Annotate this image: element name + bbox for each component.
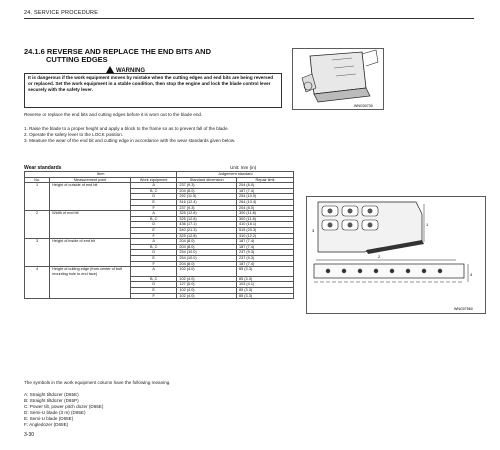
cell-standard: 540 (21.3) xyxy=(177,227,237,233)
cell-equipment: E xyxy=(131,287,177,293)
section-title-line1: 24.1.6 REVERSE AND REPLACE THE END BITS AND xyxy=(24,47,211,56)
cell-repair: 300 (11.8) xyxy=(237,216,294,222)
header-repair: Repair limit xyxy=(237,177,294,183)
cell-equipment: E xyxy=(131,255,177,261)
legend-item: F: Angledozer (D65E) xyxy=(24,422,69,427)
cell-repair: 187 (7.4) xyxy=(237,188,294,194)
blade-illustration xyxy=(292,48,384,110)
legend-item: B: Straight tiltdozer (D65P) xyxy=(24,398,79,403)
cell-repair: 85 (3.3) xyxy=(237,267,294,277)
warning-label: WARNING xyxy=(116,68,145,74)
header-item: Item xyxy=(25,172,177,178)
cell-repair: 515 (20.3) xyxy=(237,227,294,233)
cell-no: 2 xyxy=(25,211,50,217)
cell-standard: 316 (12.4) xyxy=(177,199,237,205)
cell-standard: 237 (9.3) xyxy=(177,205,237,211)
cell-equipment: A xyxy=(131,267,177,277)
wear-standards-title: Wear standards xyxy=(24,165,62,171)
cell-equipment: D xyxy=(131,282,177,288)
header-standard: Standard dimension xyxy=(177,177,237,183)
cell-standard: 325 (12.8) xyxy=(177,216,237,222)
section-title-line2: CUTTING EDGES xyxy=(46,55,108,64)
cell-equipment: B, C xyxy=(131,244,177,250)
step-item: 3. Measure the wear of the end bit and cutting edge in accordance with the wear standards given below. xyxy=(24,138,236,144)
cell-standard: 436 (17.1) xyxy=(177,222,237,228)
cell-repair: 85 (3.3) xyxy=(237,293,294,299)
cell-repair: 410 (16.1) xyxy=(237,222,294,228)
cell-point xyxy=(50,293,131,299)
label-1: 1 xyxy=(426,222,429,227)
section-title xyxy=(24,48,254,64)
label-4: 4 xyxy=(470,272,473,277)
header-judgement: Judgement standard xyxy=(177,172,294,178)
cell-repair: 237 (9.3) xyxy=(237,255,294,261)
cell-equipment: D xyxy=(131,194,177,200)
cell-standard: 102 (4.0) xyxy=(177,276,237,282)
running-header: 24. SERVICE PROCEDURE xyxy=(24,10,99,16)
cell-equipment: A xyxy=(131,239,177,245)
cell-repair: 204 (8.0) xyxy=(237,183,294,189)
cell-repair: 264 (10.4) xyxy=(237,199,294,205)
unit-label: Unit: mm (in) xyxy=(230,165,257,170)
cell-equipment: B, C xyxy=(131,276,177,282)
legend-item: C: Power tilt, power pitch dozer (D65E) xyxy=(24,404,104,409)
cell-standard: 102 (4.0) xyxy=(177,293,237,299)
cell-standard: 102 (4.0) xyxy=(177,287,237,293)
warning-text: It is dangerous if the work equipment moves by mistake when the cutting edges and end bits are being reversed or replaced. Set the work equipment in a stable condition, then stop the engine and lock the blade control lever securely with the safety lever. xyxy=(28,75,274,93)
legend-item: E: Semi-U blade (D65E) xyxy=(24,416,74,421)
header-rule xyxy=(24,18,474,19)
cell-standard: 254 (10.0) xyxy=(177,255,237,261)
cell-equipment: F xyxy=(131,261,177,267)
cell-equipment: D xyxy=(131,222,177,228)
cell-equipment: B, C xyxy=(131,216,177,222)
cell-no: 3 xyxy=(25,239,50,245)
table-body xyxy=(25,183,294,299)
legend-item: D: Semi-U blade (3 m) (D65E) xyxy=(24,410,86,415)
cell-standard: 325 (12.8) xyxy=(177,211,237,217)
cell-equipment: E xyxy=(131,199,177,205)
cell-standard: 204 (8.0) xyxy=(177,239,237,245)
cell-equipment: B, C xyxy=(131,188,177,194)
cell-equipment: F xyxy=(131,205,177,211)
cell-equipment: F xyxy=(131,233,177,239)
page-number: 3-30 xyxy=(24,432,35,438)
cell-no: 4 xyxy=(25,267,50,277)
cell-equipment: F xyxy=(131,293,177,299)
table-row xyxy=(25,267,294,277)
end-bit-illustration xyxy=(306,196,486,314)
figure2-id: WNG07560 xyxy=(454,307,473,311)
label-2: 2 xyxy=(378,254,381,259)
cell-repair: 187 (7.4) xyxy=(237,244,294,250)
cell-standard: 102 (4.0) xyxy=(177,267,237,277)
intro-paragraph: Reverse or replace the end bits and cutting edges before it is worn out to the blade end. xyxy=(24,112,203,117)
cell-repair: 254 (10.0) xyxy=(237,194,294,200)
step-item: 2. Operate the safety lever to the LOCK position. xyxy=(24,132,124,138)
cell-standard: 204 (8.0) xyxy=(177,188,237,194)
cell-equipment: A xyxy=(131,211,177,217)
legend-item: A: Straight tiltdozer (D65E) xyxy=(24,392,79,397)
step-list xyxy=(24,126,264,145)
cell-repair: 103 (4.1) xyxy=(237,282,294,288)
cell-standard: 127 (5.0) xyxy=(177,282,237,288)
figure1-id: WNG00730 xyxy=(354,104,373,108)
symbols-explanation: The symbols in the work equipment column have the following meaning. xyxy=(24,380,171,385)
label-3: 3 xyxy=(312,228,315,233)
cell-repair: 300 (11.8) xyxy=(237,211,294,217)
table-row xyxy=(25,293,294,299)
cell-point: Height of outside of end bit xyxy=(50,183,131,189)
cell-standard: 204 (8.0) xyxy=(177,244,237,250)
cell-repair: 85 (3.3) xyxy=(237,276,294,282)
cell-equipment: A xyxy=(131,183,177,189)
cell-no: 1 xyxy=(25,183,50,189)
cell-repair: 85 (3.3) xyxy=(237,287,294,293)
cell-point: Width of end bit xyxy=(50,211,131,217)
warning-triangle-icon xyxy=(106,66,114,73)
header-point: Measurement point xyxy=(50,177,131,183)
cell-repair: 187 (7.4) xyxy=(237,239,294,245)
cell-point: Height of inside of end bit xyxy=(50,239,131,245)
cell-standard: 254 (10.0) xyxy=(177,250,237,256)
cell-repair: 187 (7.4) xyxy=(237,261,294,267)
step-item: 1. Raise the blade to a proper height and apply a block to the frame so as to prevent fall of the blade. xyxy=(24,126,229,131)
cell-standard: 204 (8.0) xyxy=(177,261,237,267)
wear-standards-table xyxy=(24,171,294,299)
cell-standard: 237 (9.3) xyxy=(177,183,237,189)
cell-equipment: D xyxy=(131,250,177,256)
cell-standard: 325 (12.8) xyxy=(177,233,237,239)
cell-repair: 310 (12.2) xyxy=(237,233,294,239)
cell-standard: 292 (11.5) xyxy=(177,194,237,200)
cell-no xyxy=(25,293,50,299)
cell-repair: 237 (9.3) xyxy=(237,250,294,256)
cell-equipment: E xyxy=(131,227,177,233)
cell-point: Height of cutting edge (from center of bolt mounting hole to end face) xyxy=(50,267,131,277)
header-no: No. xyxy=(25,177,50,183)
equipment-legend xyxy=(24,392,103,428)
header-equipment: Work equipment xyxy=(131,177,177,183)
cell-repair: 204 (8.0) xyxy=(237,205,294,211)
